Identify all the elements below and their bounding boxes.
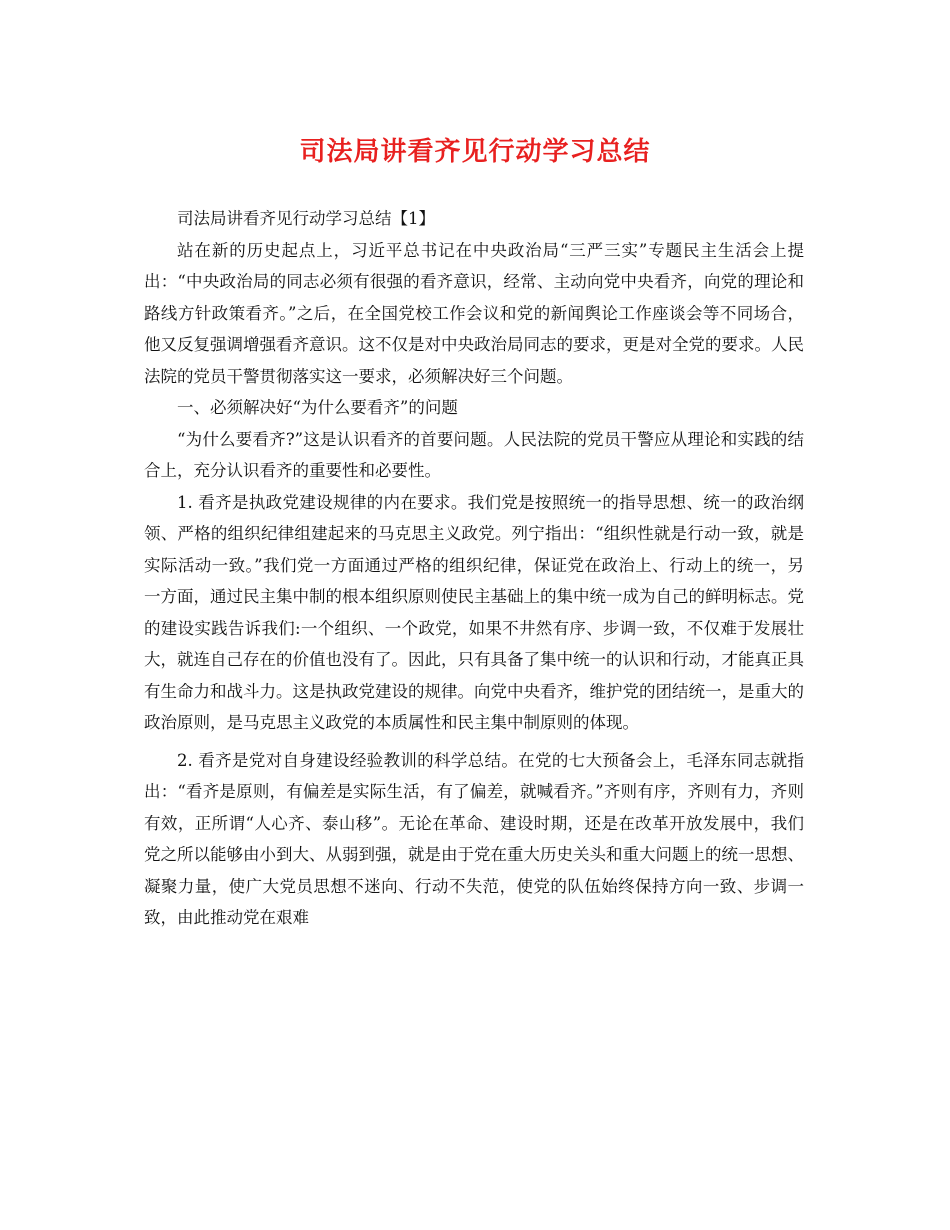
document-body (144, 203, 804, 934)
paragraph-intro: 站在新的历史起点上，习近平总书记在中央政治局“三严三实”专题民主生活会上提出：“中央政治局的同志必须有很强的看齐意识，经常、主动向党中央看齐，向党的理论和路线方针政策看齐。”之后，在全国党校工作会议和党的新闻舆论工作座谈会等不同场合，他又反复强调增强看齐意识。这不仅是对中央政治局同志的要求，更是对全党的要求。人民法院的党员干警贯彻落实这一要求，必须解决好三个问题。 (144, 240, 804, 386)
section-heading-one: 一、必须解决好“为什么要看齐”的问题 (177, 398, 458, 417)
paragraph-why-align: “为什么要看齐?”这是认识看齐的首要问题。人民法院的党员干警应从理论和实践的结合上，充分认识看齐的重要性和必要性。 (144, 429, 804, 480)
paragraph-point-two: 2. 看齐是党对自身建设经验教训的科学总结。在党的七大预备会上，毛泽东同志就指出：“看齐是原则，有偏差是实际生活，有了偏差，就喊看齐。”齐则有序，齐则有力，齐则有效，正所谓“人心齐、泰山移”。无论在革命、建设时期，还是在改革开放发展中，我们党之所以能够由小到大、从弱到强，就是由于党在重大历史关头和重大问题上的统一思想、凝聚力量，使广大党员思想不迷向、行动不失范，使党的队伍始终保持方向一致、步调一致，由此推动党在艰难 (144, 750, 804, 927)
paragraph-point-one: 1. 看齐是执政党建设规律的内在要求。我们党是按照统一的指导思想、统一的政治纲领、严格的组织纪律组建起来的马克思主义政党。列宁指出：“组织性就是行动一致，就是实际活动一致。”我们党一方面通过严格的组织纪律，保证党在政治上、行动上的统一，另一方面，通过民主集中制的根本组织原则使民主基础上的集中统一成为自己的鲜明标志。党的建设实践告诉我们:一个组织、一个政党，如果不井然有序、步调一致，不仅难于发展壮大，就连自己存在的价值也没有了。因此，只有具备了集中统一的认识和行动，才能真正具有生命力和战斗力。这是执政党建设的规律。向党中央看齐，维护党的团结统一，是重大的政治原则，是马克思主义政党的本质属性和民主集中制原则的体现。 (144, 492, 804, 732)
document-title: 司法局讲看齐见行动学习总结 (299, 137, 651, 167)
paragraph-subtitle: 司法局讲看齐见行动学习总结【1】 (177, 209, 435, 228)
